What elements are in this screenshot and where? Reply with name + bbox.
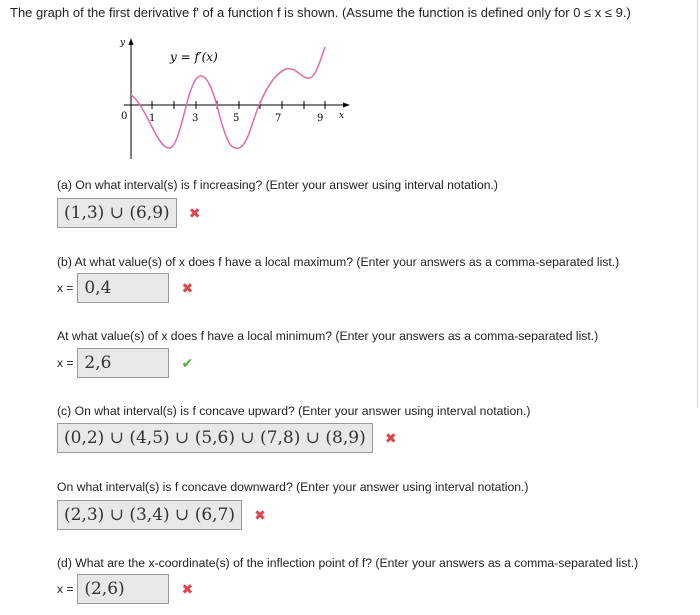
question-d-inflection: (d) What are the x-coordinate(s) of the inflection point of f? (Enter your answers as a comma-separated list.) xyxy=(57,556,639,570)
x-equals-label: x = xyxy=(57,356,74,370)
tick-label-9: 9 xyxy=(317,113,324,124)
x-equals-label: x = xyxy=(57,281,74,295)
answer-field-increasing[interactable]: (1,3) ∪ (6,9) xyxy=(57,198,177,228)
answer-field-concave-down[interactable]: (2,3) ∪ (3,4) ∪ (6,7) xyxy=(57,500,242,530)
answer-row-a xyxy=(57,198,203,228)
tick-label-3: 3 xyxy=(192,113,199,124)
derivative-graph xyxy=(110,35,360,160)
correct-check-icon: ✔ xyxy=(181,354,194,371)
answer-field-local-max[interactable]: 0,4 xyxy=(77,273,169,303)
y-axis-arrow-icon xyxy=(129,38,134,45)
tick-label-5: 5 xyxy=(233,113,240,124)
answer-field-concave-up[interactable]: (0,2) ∪ (4,5) ∪ (5,6) ∪ (7,8) ∪ (8,9) xyxy=(57,423,373,453)
answer-row-local-min xyxy=(57,348,195,378)
tick-label-7: 7 xyxy=(275,113,282,124)
x-axis-arrow-icon xyxy=(343,103,350,108)
frame-border xyxy=(697,0,698,408)
incorrect-icon: ✖ xyxy=(181,279,194,296)
answer-row-concave-down xyxy=(57,500,268,530)
problem-intro: The graph of the first derivative f' of a function f is shown. (Assume the function is defined only for 0 ≤ x ≤ 9.) xyxy=(10,5,631,20)
answer-field-inflection[interactable]: (2,6) xyxy=(77,574,169,604)
answer-row-inflection xyxy=(57,574,195,604)
incorrect-icon: ✖ xyxy=(254,506,266,523)
question-concave-down: On what interval(s) is f concave downward? (Enter your answer using interval notation.) xyxy=(57,480,529,494)
origin-label: 0 xyxy=(121,111,128,122)
x-axis-label: x xyxy=(339,111,345,121)
f-prime-curve xyxy=(131,47,325,148)
question-local-min: At what value(s) of x does f have a local minimum? (Enter your answers as a comma-separated list.) xyxy=(57,329,599,343)
tick-label-1: 1 xyxy=(149,113,156,124)
answer-row-concave-up xyxy=(57,423,399,453)
incorrect-icon: ✖ xyxy=(181,580,194,597)
y-axis-label: y xyxy=(120,38,126,48)
question-b-local-max: (b) At what value(s) of x does f have a local maximum? (Enter your answers as a comma-separated list.) xyxy=(57,255,620,269)
graph-label: y = f′(x) xyxy=(170,50,218,64)
answer-row-b xyxy=(57,273,195,303)
answer-field-local-min[interactable]: 2,6 xyxy=(77,348,169,378)
question-a-increasing: (a) On what interval(s) is f increasing? (Enter your answer using interval notation.) xyxy=(57,178,498,192)
question-c-concave-up: (c) On what interval(s) is f concave upward? (Enter your answer using interval notation.) xyxy=(57,404,531,418)
incorrect-icon: ✖ xyxy=(384,429,397,446)
incorrect-icon: ✖ xyxy=(188,204,201,221)
x-equals-label: x = xyxy=(57,582,74,596)
